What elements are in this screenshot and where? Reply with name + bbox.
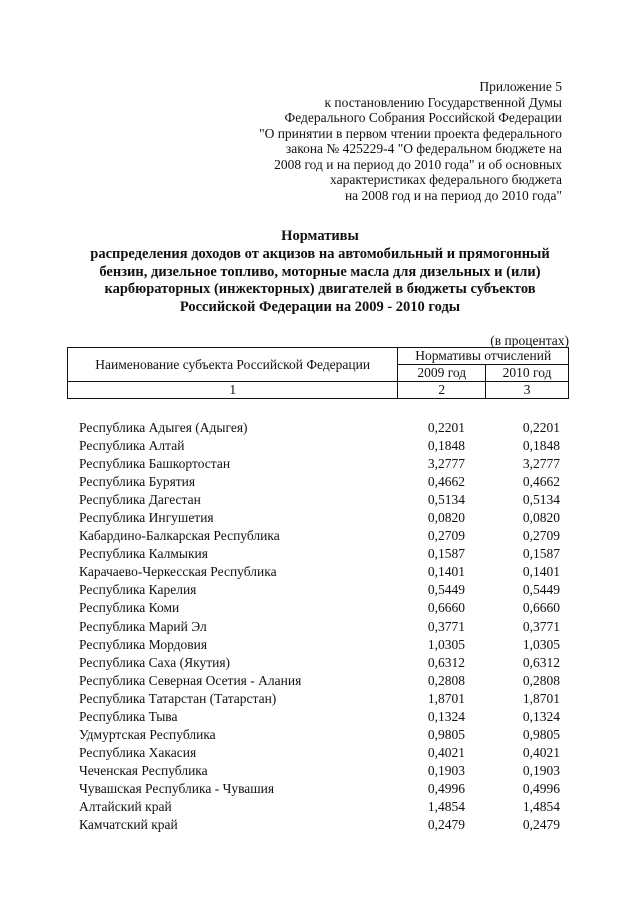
value-2009: 0,4662 — [427, 474, 465, 490]
title-line: Нормативы — [281, 228, 359, 244]
table-row — [0, 419, 640, 437]
value-2009: 0,1324 — [427, 708, 465, 724]
value-2009: 1,8701 — [427, 690, 465, 706]
table-row — [0, 762, 640, 780]
table-row — [0, 690, 640, 708]
header-year-2009: 2009 год — [398, 365, 486, 382]
value-2010: 0,1903 — [522, 762, 560, 778]
subject-name: Республика Тыва — [79, 708, 178, 724]
value-2010: 0,4996 — [522, 780, 560, 796]
subject-name: Республика Татарстан (Татарстан) — [79, 690, 277, 706]
value-2009: 0,6660 — [427, 600, 465, 616]
value-2009: 0,1848 — [427, 438, 465, 454]
value-2010: 1,0305 — [522, 636, 560, 652]
value-2010: 0,1587 — [522, 546, 560, 562]
table-row — [0, 509, 640, 527]
subject-name: Республика Дагестан — [79, 492, 201, 508]
value-2009: 0,4021 — [427, 744, 465, 760]
table-row — [0, 654, 640, 672]
subject-name: Кабардино-Балкарская Республика — [79, 528, 280, 544]
subject-name: Карачаево-Черкесская Республика — [79, 564, 277, 580]
title-line: распределения доходов от акцизов на автомобильный и прямогонный — [90, 245, 550, 262]
subject-name: Камчатский край — [79, 817, 178, 833]
table-row — [0, 527, 640, 545]
table-row — [0, 618, 640, 636]
value-2009: 0,3771 — [427, 618, 465, 634]
table-row — [0, 545, 640, 563]
value-2009: 3,2777 — [427, 456, 465, 472]
appendix-line: характеристиках федерального бюджета — [330, 172, 562, 187]
subject-name: Республика Саха (Якутия) — [79, 654, 231, 670]
table-body — [0, 419, 640, 834]
appendix-note — [232, 79, 562, 203]
document-title — [60, 228, 580, 317]
value-2010: 1,4854 — [522, 798, 560, 814]
value-2010: 0,0820 — [522, 510, 560, 526]
subject-name: Республика Алтай — [79, 438, 185, 454]
table-row — [0, 726, 640, 744]
table-row — [0, 798, 640, 816]
subject-name: Республика Башкортостан — [79, 456, 231, 472]
value-2009: 0,1903 — [427, 762, 465, 778]
subject-name: Республика Мордовия — [79, 636, 208, 652]
table-row — [0, 636, 640, 654]
subject-name: Чеченская Республика — [79, 762, 208, 778]
appendix-line: закона № 425229-4 "О федеральном бюджете на — [285, 141, 562, 156]
value-2009: 0,6312 — [427, 654, 465, 670]
column-number-3: 3 — [486, 382, 569, 399]
header-subject: Наименование субъекта Российской Федерации — [68, 348, 398, 382]
value-2009: 0,2808 — [427, 672, 465, 688]
title-line: Российской Федерации на 2009 - 2010 годы — [179, 299, 461, 316]
subject-name: Республика Бурятия — [79, 474, 196, 490]
value-2010: 0,2709 — [522, 528, 560, 544]
value-2010: 0,1848 — [522, 438, 560, 454]
appendix-line: 2008 год и на период до 2010 года" и об основных — [274, 156, 562, 172]
table-row — [0, 563, 640, 581]
header-year-2010: 2010 год — [486, 365, 569, 382]
column-number-2: 2 — [398, 382, 486, 399]
table-row — [0, 473, 640, 491]
value-2009: 0,5449 — [427, 582, 465, 598]
value-2009: 0,1401 — [427, 564, 465, 580]
table-row — [0, 672, 640, 690]
value-2010: 0,9805 — [522, 726, 560, 742]
value-2010: 0,2808 — [522, 672, 560, 688]
subject-name: Алтайский край — [79, 798, 172, 814]
table-row — [0, 780, 640, 798]
value-2009: 0,1587 — [427, 546, 465, 562]
value-2009: 0,2201 — [427, 420, 465, 435]
subject-name: Республика Северная Осетия - Алания — [79, 672, 302, 688]
subject-name: Удмуртская Республика — [79, 726, 216, 742]
table-header — [67, 347, 569, 399]
value-2009: 0,0820 — [427, 510, 465, 526]
value-2010: 0,5449 — [522, 582, 560, 598]
appendix-line: к постановлению Государственной Думы — [324, 94, 562, 110]
value-2009: 0,2709 — [427, 528, 465, 544]
title-line: карбюраторных (инжекторных) двигателей в бюджеты субъектов — [104, 281, 536, 298]
value-2010: 0,1324 — [522, 708, 560, 724]
appendix-line: Федерального Собрания Российской Федерации — [284, 110, 562, 125]
value-2010: 0,6312 — [522, 654, 560, 670]
appendix-line: Приложение 5 — [479, 79, 562, 94]
appendix-line: "О принятии в первом чтении проекта федерального — [259, 125, 562, 141]
value-2009: 0,5134 — [427, 492, 465, 508]
table-row — [0, 708, 640, 726]
table-row — [0, 816, 640, 834]
table-row — [0, 455, 640, 473]
value-2010: 0,5134 — [522, 492, 560, 508]
value-2010: 0,2479 — [522, 817, 560, 833]
value-2009: 1,4854 — [427, 798, 465, 814]
value-2009: 0,2479 — [427, 817, 465, 833]
subject-name: Республика Карелия — [79, 582, 197, 598]
table-row — [0, 491, 640, 509]
table-row — [0, 744, 640, 762]
value-2010: 0,6660 — [522, 600, 560, 616]
subject-name: Республика Ингушетия — [79, 510, 214, 526]
value-2010: 0,1401 — [522, 564, 560, 580]
value-2009: 1,0305 — [427, 636, 465, 652]
header-norms: Нормативы отчислений — [398, 348, 569, 365]
subject-name: Чувашская Республика - Чувашия — [79, 780, 275, 796]
table-row — [0, 581, 640, 599]
value-2010: 3,2777 — [522, 456, 560, 472]
column-number-1: 1 — [68, 382, 398, 399]
value-2010: 1,8701 — [522, 690, 560, 706]
value-2010: 0,2201 — [522, 420, 560, 435]
value-2009: 0,9805 — [427, 726, 465, 742]
subject-name: Республика Марий Эл — [79, 618, 207, 634]
value-2009: 0,4996 — [427, 780, 465, 796]
value-2010: 0,3771 — [522, 618, 560, 634]
appendix-line: на 2008 год и на период до 2010 года" — [344, 187, 562, 203]
table-row — [0, 599, 640, 617]
subject-name: Республика Коми — [79, 600, 180, 616]
subject-name: Республика Адыгея (Адыгея) — [79, 420, 248, 435]
subject-name: Республика Хакасия — [79, 744, 197, 760]
value-2010: 0,4021 — [522, 744, 560, 760]
title-line: бензин, дизельное топливо, моторные масла для дизельных и (или) — [99, 263, 541, 280]
value-2010: 0,4662 — [522, 474, 560, 490]
units-label: (в процентах) — [490, 333, 569, 348]
subject-name: Республика Калмыкия — [79, 546, 208, 562]
table-row — [0, 437, 640, 455]
